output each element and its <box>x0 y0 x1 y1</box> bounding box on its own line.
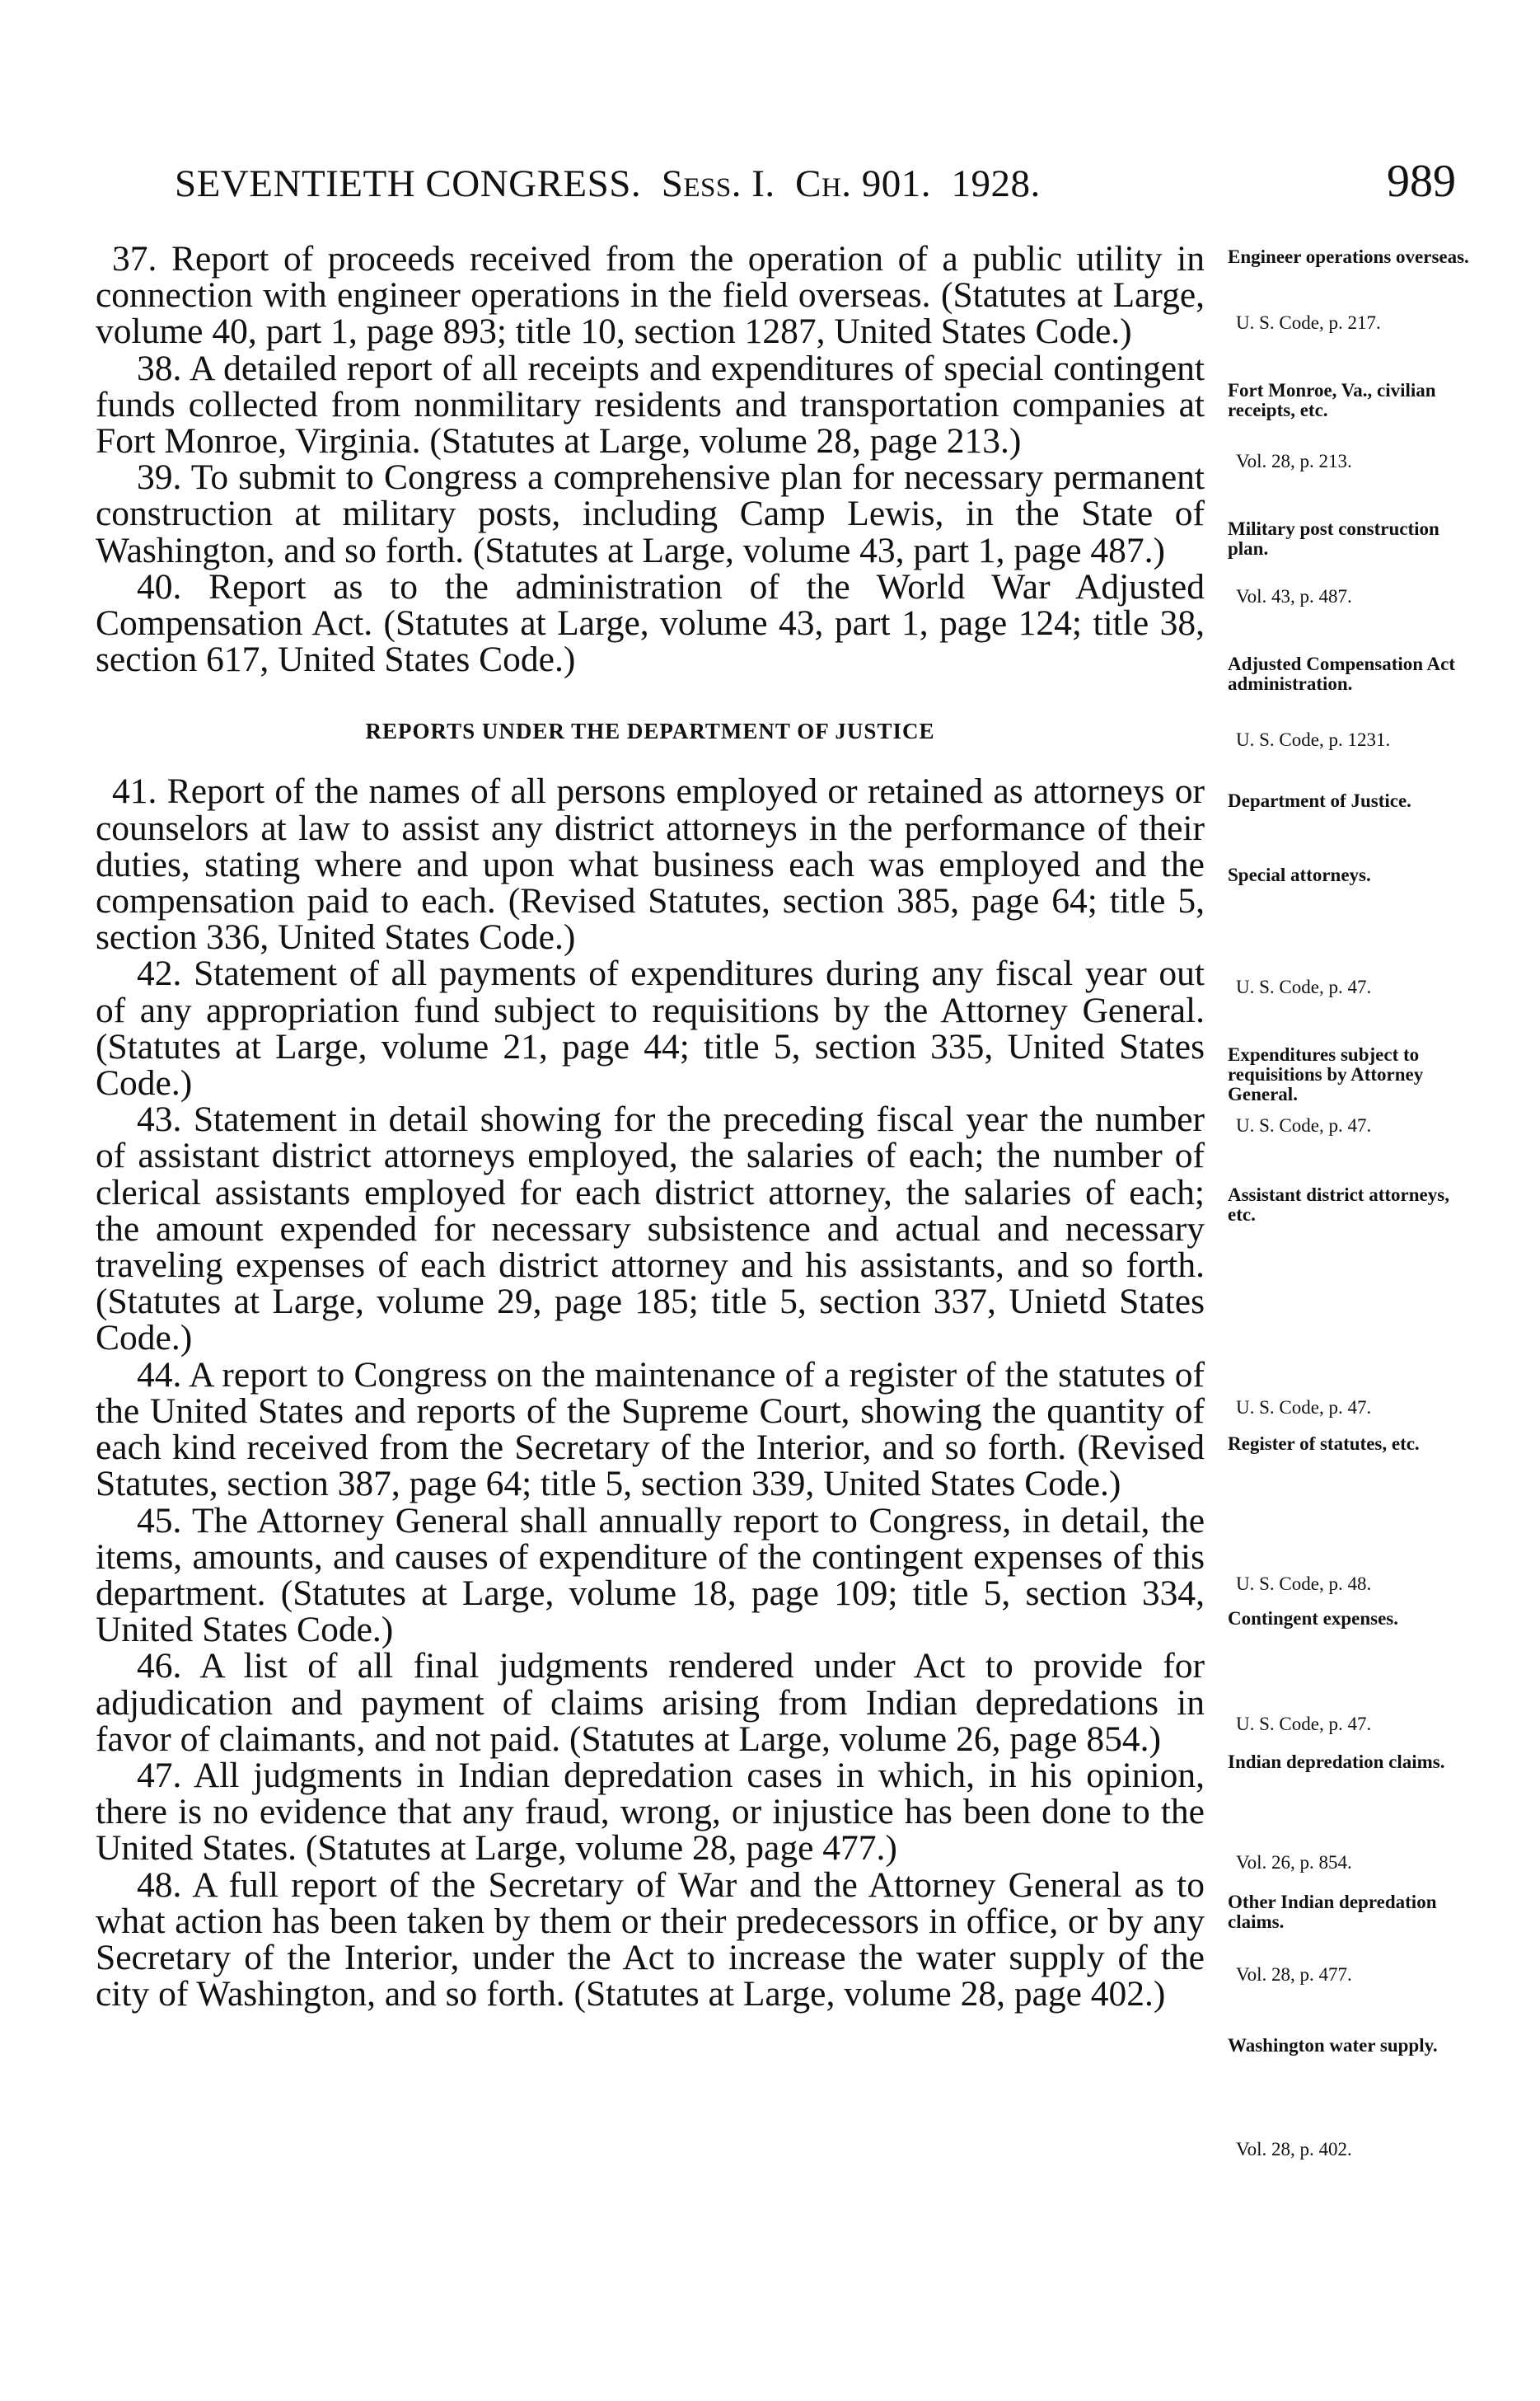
margin-note-register-of-statutes: Register of statutes, etc. <box>1228 1433 1420 1454</box>
paragraph-37: 37. Report of proceeds received from the operation of a public utility in connection with engineer operations in the field overseas. (Statutes at Large, volume 40, part 1, page 893; title 10, section 1287, United States Code.) <box>96 239 1205 352</box>
margin-note-cite: U. S. Code, p. 47. <box>1236 1397 1372 1418</box>
margin-note-military-post: Military post construction plan. <box>1228 518 1439 559</box>
running-title <box>175 162 1041 206</box>
running-title-session: Sess. I. <box>661 162 775 205</box>
margin-note-cite: U. S. Code, p. 1231. <box>1236 729 1391 750</box>
margin-note-cite: Vol. 26, p. 854. <box>1236 1852 1352 1873</box>
margin-note-other-indian-depredation: Other Indian depredation claims. <box>1228 1892 1437 1932</box>
margin-note-cite: Vol. 28, p. 402. <box>1236 2139 1352 2159</box>
margin-note-adjusted-compensation: Adjusted Compensation Act administration. <box>1228 654 1456 694</box>
paragraph-39: 39. To submit to Congress a comprehensive plan for necessary permanent construction at military posts, including Camp Lewis, in the State of Washington, and so forth. (Statutes at Large, volume 43, part 1, page 487.) <box>96 457 1205 570</box>
margin-note-cite: U. S. Code, p. 47. <box>1236 1714 1372 1734</box>
paragraph-45: 45. The Attorney General shall annually report to Congress, in detail, the items, amounts, and causes of expenditure of the contingent expenses of this department. (Statutes at Large, volume 18, page 109; title 5, section 334, United States Code.) <box>96 1500 1205 1650</box>
paragraph-48: 48. A full report of the Secretary of War and the Attorney General as to what action has been taken by them or their predecessors in office, or by any Secretary of the Interior, under the Act to increase the water supply of the city of Washington, and so forth. (Statutes at Large, volume 28, page 402.) <box>96 1864 1205 2014</box>
margin-note-indian-depredation: Indian depredation claims. <box>1228 1752 1445 1772</box>
margin-note-department-of-justice: Department of Justice. <box>1228 790 1411 811</box>
running-header <box>175 156 1456 219</box>
margin-note-cite: U. S. Code, p. 48. <box>1236 1573 1372 1594</box>
margin-note-washington-water: Washington water supply. <box>1228 2035 1438 2056</box>
running-title-year: 1928. <box>951 162 1041 205</box>
margin-note-cite: Vol. 43, p. 487. <box>1236 586 1352 607</box>
margin-note-cite: Vol. 28, p. 477. <box>1236 1964 1352 1985</box>
main-text <box>96 241 1205 2012</box>
paragraph-44: 44. A report to Congress on the maintenance of a register of the statutes of the United States and reports of the Supreme Court, showing the quantity of each kind received from the Secretary of the Interior, and so forth. (Revised Statutes, section 387, page 64; title 5, section 339, United States Code.) <box>96 1354 1205 1504</box>
margin-note-assistant-district-attorneys: Assistant district attorneys, etc. <box>1228 1184 1449 1225</box>
margin-note-expenditures: Expenditures subject to requisitions by Attorney General. <box>1228 1044 1424 1104</box>
paragraph-42: 42. Statement of all payments of expenditures during any fiscal year out of any appropriation fund subject to requisitions by the Attorney General. (Statutes at Large, volume 21, page 44; title 5, section 335, United States Code.) <box>96 954 1205 1104</box>
margin-note-contingent-expenses: Contingent expenses. <box>1228 1608 1399 1629</box>
margin-note-cite: U. S. Code, p. 47. <box>1236 1115 1372 1136</box>
margin-note-cite: U. S. Code, p. 217. <box>1236 312 1381 333</box>
paragraph-47: 47. All judgments in Indian depredation cases in which, in his opinion, there is no evidence that any fraud, wrong, or injustice has been done to the United States. (Statutes at Large, volume 28, page 477.) <box>96 1755 1205 1869</box>
paragraph-46: 46. A list of all final judgments rendered under Act to provide for adjudication and payment of claims arising from Indian depredations in favor of claimants, and not paid. (Statutes at Large, volume 26, page 854.) <box>96 1646 1205 1759</box>
margin-note-engineer-operations: Engineer operations overseas. <box>1228 246 1469 267</box>
paragraph-41: 41. Report of the names of all persons employed or retained as attorneys or counselors at law to assist any district attorneys in the performance of their duties, stating where and upon what business each was employed and the compensation paid to each. (Revised Statutes, section 385, page 64; title 5, section 336, United States Code.) <box>96 771 1205 958</box>
margin-note-special-attorneys: Special attorneys. <box>1228 865 1371 885</box>
margin-note-cite: Vol. 28, p. 213. <box>1236 451 1352 471</box>
running-title-chapter: Ch. 901. <box>795 162 932 205</box>
paragraph-38: 38. A detailed report of all receipts and expenditures of special contingent funds collected from nonmilitary residents and transportation companies at Fort Monroe, Virginia. (Statutes at Large, volume 28, page 213.) <box>96 348 1205 462</box>
running-title-congress: SEVENTIETH CONGRESS. <box>175 162 642 205</box>
section-heading: REPORTS UNDER THE DEPARTMENT OF JUSTICE <box>365 719 935 744</box>
paragraph-43: 43. Statement in detail showing for the preceding fiscal year the number of assistant district attorneys employed, the salaries of each; the number of clerical assistants employed for each district attorney, the salaries of each; the amount expended for necessary subsistence and actual and necessary traveling expenses of each district attorney and his assistants, and so forth. (Statutes at Large, volume 29, page 185; title 5, section 337, Unietd States Code.) <box>96 1100 1205 1358</box>
page-number: 989 <box>1387 156 1456 207</box>
margin-note-fort-monroe: Fort Monroe, Va., civilian receipts, etc. <box>1228 380 1436 420</box>
paragraph-40: 40. Report as to the administration of the World War Adjusted Compensation Act. (Statutes at Large, volume 43, part 1, page 124; title 38, section 617, United States Code.) <box>96 566 1205 680</box>
margin-note-cite: U. S. Code, p. 47. <box>1236 977 1372 997</box>
